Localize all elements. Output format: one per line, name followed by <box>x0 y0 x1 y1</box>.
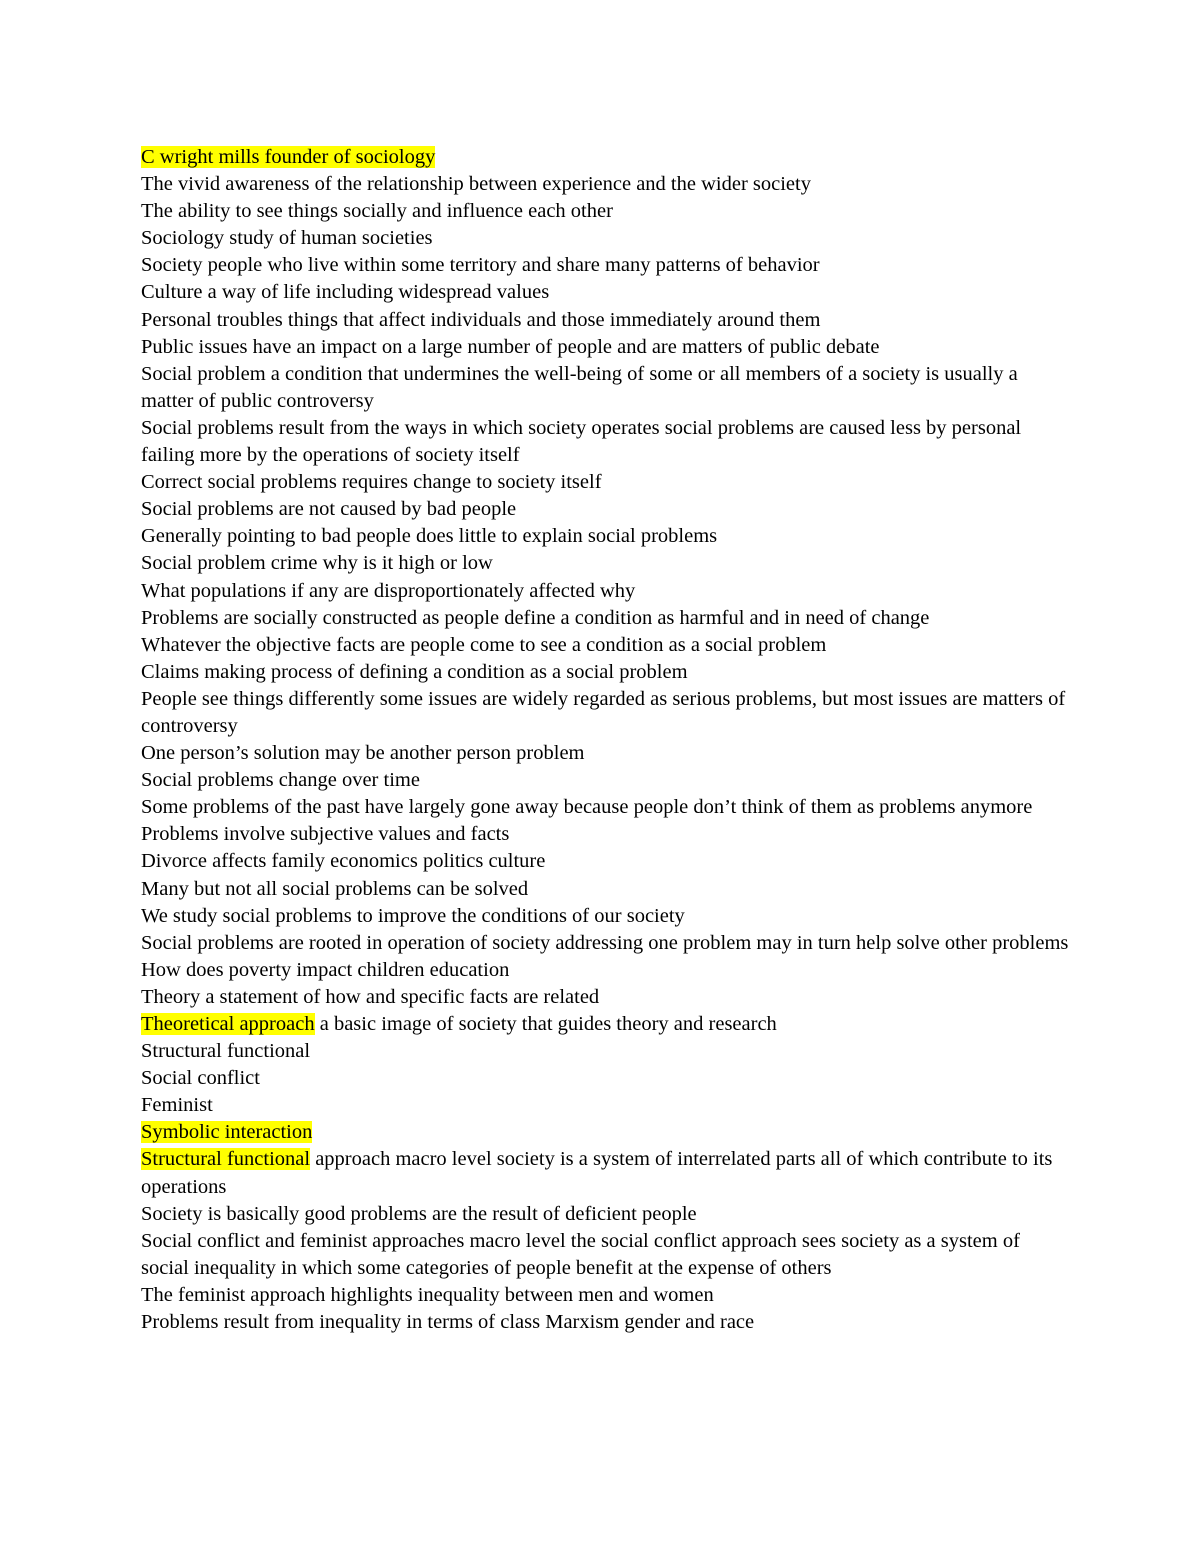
note-line <box>141 848 1071 875</box>
note-line <box>141 632 1071 659</box>
note-line <box>141 984 1071 1011</box>
note-line <box>141 523 1071 550</box>
note-text: Social problems are rooted in operation of society addressing one problem may in turn help solve other problems <box>141 931 1069 954</box>
note-line <box>141 252 1071 279</box>
highlighted-term: C wright mills founder of sociology <box>141 146 436 168</box>
note-line <box>141 605 1071 632</box>
note-text: Society people who live within some territory and share many patterns of behavior <box>141 254 820 277</box>
note-line <box>141 1228 1071 1282</box>
note-line <box>141 225 1071 252</box>
note-line <box>141 1309 1071 1336</box>
note-line <box>141 821 1071 848</box>
note-text: Some problems of the past have largely gone away because people don’t think of them as problems anymore <box>141 796 1033 819</box>
note-line <box>141 876 1071 903</box>
note-line <box>141 1065 1071 1092</box>
note-text: Personal troubles things that affect individuals and those immediately around them <box>141 308 821 331</box>
note-text: a basic image of society that guides theory and research <box>314 1013 777 1035</box>
note-text: What populations if any are disproportionately affected why <box>141 579 636 602</box>
note-text: approach macro level society is a system of interrelated parts all of which contribute to its operations <box>141 1148 1053 1198</box>
note-text: Social conflict <box>141 1067 260 1090</box>
note-text: Problems involve subjective values and facts <box>141 823 510 846</box>
note-text: The ability to see things socially and influence each other <box>141 200 613 223</box>
note-text: Correct social problems requires change to society itself <box>141 471 602 494</box>
highlighted-term: Theoretical approach <box>141 1013 315 1035</box>
note-line <box>141 1092 1071 1119</box>
note-line <box>141 361 1071 415</box>
note-text: Many but not all social problems can be solved <box>141 877 529 900</box>
highlighted-term: Structural functional <box>141 1148 311 1171</box>
note-line <box>141 496 1071 523</box>
note-text: How does poverty impact children education <box>141 958 510 981</box>
note-line <box>141 198 1071 225</box>
note-line <box>141 578 1071 605</box>
note-line <box>141 957 1071 984</box>
note-line <box>141 279 1071 306</box>
note-line <box>141 1119 1071 1146</box>
note-text: Problems are socially constructed as people define a condition as harmful and in need of change <box>141 606 930 629</box>
note-text: Social problem a condition that undermines the well-being of some or all members of a society is usually a matter of public controversy <box>141 362 1018 412</box>
note-text: Public issues have an impact on a large number of people and are matters of public debate <box>141 335 880 358</box>
note-line <box>141 1201 1071 1228</box>
note-text: Feminist <box>141 1094 213 1117</box>
note-text: Generally pointing to bad people does little to explain social problems <box>141 525 718 548</box>
note-line <box>141 1011 1071 1038</box>
note-text: Society is basically good problems are the result of deficient people <box>141 1202 697 1225</box>
note-line <box>141 1146 1071 1200</box>
note-text: The feminist approach highlights inequality between men and women <box>141 1283 714 1306</box>
note-text: Social conflict and feminist approaches macro level the social conflict approach sees society as a system of social inequality in which some categories of people benefit at the expense of others <box>141 1229 1020 1279</box>
note-text: Theory a statement of how and specific facts are related <box>141 985 600 1008</box>
note-line <box>141 415 1071 469</box>
note-text: Social problems are not caused by bad people <box>141 498 517 521</box>
note-line <box>141 171 1071 198</box>
note-text: Whatever the objective facts are people come to see a condition as a social problem <box>141 633 827 656</box>
note-line <box>141 794 1071 821</box>
note-line <box>141 740 1071 767</box>
note-text: People see things differently some issues are widely regarded as serious problems, but most issues are matters of controversy <box>141 687 1066 737</box>
note-text: Divorce affects family economics politics culture <box>141 850 546 873</box>
note-text: We study social problems to improve the conditions of our society <box>141 904 685 927</box>
highlighted-term: Symbolic interaction <box>141 1121 313 1144</box>
note-text: Claims making process of defining a condition as a social problem <box>141 660 688 683</box>
note-text: Social problems result from the ways in which society operates social problems are caused less by personal failing more by the operations of society itself <box>141 416 1022 467</box>
note-text: Sociology study of human societies <box>141 227 433 250</box>
note-line <box>141 469 1071 496</box>
note-line <box>141 550 1071 577</box>
note-line <box>141 307 1071 334</box>
note-line <box>141 767 1071 794</box>
note-text: The vivid awareness of the relationship between experience and the wider society <box>141 173 811 196</box>
note-line <box>141 659 1071 686</box>
note-line <box>141 1282 1071 1309</box>
note-line <box>141 903 1071 930</box>
note-line <box>141 930 1071 957</box>
note-text: Problems result from inequality in terms of class Marxism gender and race <box>141 1311 755 1334</box>
note-text: Structural functional <box>141 1040 311 1063</box>
note-text: Culture a way of life including widespread values <box>141 281 550 304</box>
note-text: Social problems change over time <box>141 769 420 792</box>
note-line <box>141 1038 1071 1065</box>
note-text: One person’s solution may be another person problem <box>141 742 585 765</box>
note-text: Social problem crime why is it high or low <box>141 552 493 575</box>
note-line <box>141 144 1071 171</box>
note-line <box>141 334 1071 361</box>
note-line <box>141 686 1071 740</box>
document-body <box>141 144 1071 1336</box>
